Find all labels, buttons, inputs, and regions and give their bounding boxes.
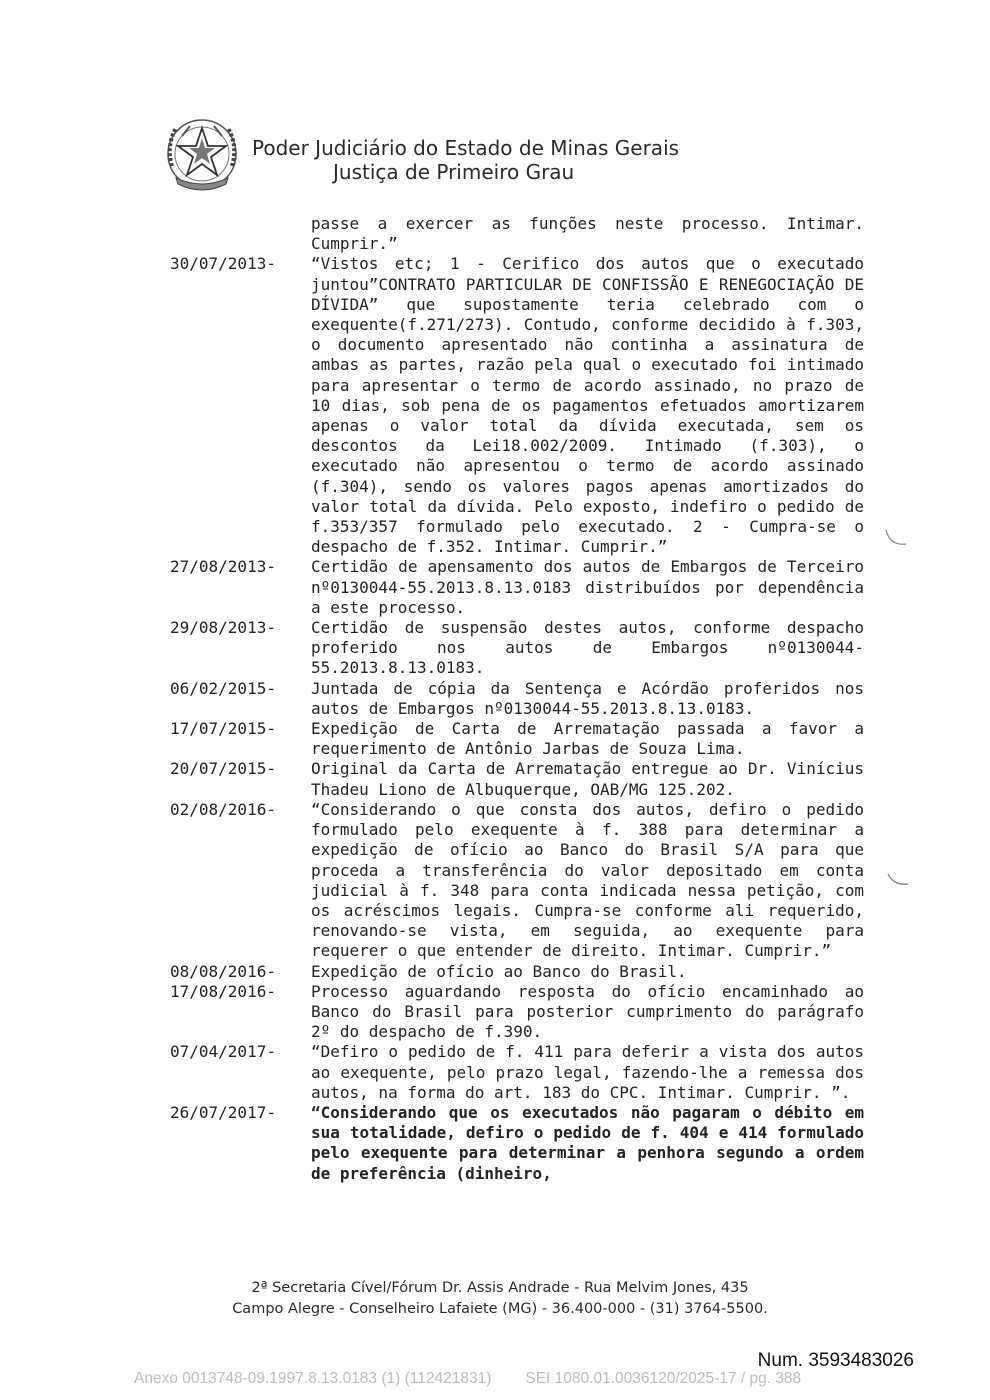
letterhead (160, 116, 760, 196)
docket-entry (170, 759, 870, 799)
entry-date: 26/07/2017- (170, 1102, 276, 1122)
page-footer (160, 1278, 840, 1320)
entry-text: Certidão de suspensão destes autos, conforme despacho proferido nos autos de Embargos nº0130044-55.2013.8.13.0183. (311, 618, 864, 678)
docket-entry (170, 719, 870, 759)
entry-date: 17/08/2016- (170, 981, 276, 1001)
entry-date: 08/08/2016- (170, 961, 276, 981)
entry-date: 06/02/2015- (170, 678, 276, 698)
entry-date: 17/07/2015- (170, 719, 276, 739)
docket-entry (170, 254, 870, 557)
document-number: Num. 3593483026 (757, 1350, 914, 1371)
court-division: Justiça de Primeiro Grau (333, 160, 575, 184)
docket-entry (170, 982, 870, 1043)
docket-entry (170, 679, 870, 719)
annex-reference: Anexo 0013748-09.1997.8.13.0183 (1) (112421831) (134, 1370, 492, 1387)
entry-text: passe a exercer as funções neste processo. Intimar. Cumprir.” (311, 214, 864, 254)
entry-text: “Defiro o pedido de f. 411 para deferir a vista dos autos ao exequente, pelo prazo legal, fazendo-lhe a remessa dos autos, na forma do art. 183 do CPC. Intimar. Cumprir. ”. (311, 1042, 864, 1102)
docket-entry (170, 557, 870, 618)
footer-address-line1: 2ª Secretaria Cível/Fórum Dr. Assis Andrade - Rua Melvim Jones, 435 (251, 1280, 749, 1296)
entry-text: Juntada de cópia da Sentença e Acórdão proferidos nos autos de Embargos nº0130044-55.2013.8.13.0183. (311, 678, 864, 718)
court-name: Poder Judiciário do Estado de Minas Gerais (252, 136, 680, 160)
entry-text: “Considerando que os executados não pagaram o débito em sua totalidade, defiro o pedido de f. 404 e 414 formulado pelo exequente para determinar a penhora segundo a ordem de preferência (dinheiro, (311, 1102, 864, 1183)
entry-text: Expedição de ofício ao Banco do Brasil. (311, 961, 687, 981)
entry-text: “Considerando o que consta dos autos, defiro o pedido formulado pelo exequente à f. 388 para determinar a expedição de ofício ao Banco do Brasil S/A para que proceda a transferência do valor depositado em conta judicial à f. 348 para conta indicada nessa petição, com os acréscimos legais. Cumpra-se conforme ali requerido, renovando-se vista, em seguida, ao exequente para requerer o que entender de direito. Intimar. Cumprir.” (311, 799, 864, 961)
docket-entry (170, 1042, 870, 1103)
docket-entry (170, 1103, 870, 1184)
annex-stamp (134, 1370, 801, 1388)
entry-date: 29/08/2013- (170, 618, 276, 638)
docket-entry (170, 962, 870, 982)
entry-date: 30/07/2013- (170, 254, 276, 274)
docket-entries (170, 214, 870, 1184)
sei-reference: SEI 1080.01.0036120/2025-17 / pg. 388 (525, 1370, 802, 1387)
entry-date: 07/04/2017- (170, 1042, 276, 1062)
entry-text: Expedição de Carta de Arrematação passada a favor a requerimento de Antônio Jarbas de Souza Lima. (311, 719, 864, 759)
margin-check-mark (886, 872, 912, 890)
entry-date: 02/08/2016- (170, 799, 276, 819)
docket-entry (170, 800, 870, 962)
entry-text: Original da Carta de Arrematação entregue ao Dr. Vinícius Thadeu Liono de Albuquerque, OAB/MG 125.202. (311, 759, 864, 799)
margin-check-mark (884, 528, 910, 550)
entry-text: Certidão de apensamento dos autos de Embargos de Terceiro nº0130044-55.2013.8.13.0183 distribuídos por dependência a este processo. (311, 557, 864, 617)
docket-entry (170, 214, 870, 254)
footer-address-line2: Campo Alegre - Conselheiro Lafaiete (MG) - 36.400-000 - (31) 3764-5500. (232, 1301, 768, 1317)
entry-date: 20/07/2015- (170, 759, 276, 779)
entry-text: “Vistos etc; 1 - Cerifico dos autos que o executado juntou”CONTRATO PARTICULAR DE CONFISSÃO E RENEGOCIAÇÃO DE DÍVIDA” que supostamente teria celebrado com o exequente(f.271/273). Contudo, conforme decidido à f.303, o documento apresentado não continha a assinatura de ambas as partes, razão pela qual o executado foi intimado para apresentar o termo de acordo assinado, no prazo de 10 dias, sob pena de os pagamentos efetuados amortizarem apenas o valor total da dívida executada, sem os descontos da Lei18.002/2009. Intimado (f.303), o executado não apresentou o termo de acordo assinado (f.304), sendo os valores pagos apenas amortizados do valor total da dívida. Pelo exposto, indefiro o pedido de f.353/357 formulado pelo executado. 2 - Cumpra-se o despacho de f.352. Intimar. Cumprir.” (311, 254, 864, 557)
coat-of-arms-icon (160, 116, 244, 196)
entry-text: Processo aguardando resposta do ofício encaminhado ao Banco do Brasil para posterior cumprimento do parágrafo 2º do despacho de f.390. (311, 981, 864, 1042)
docket-entry (170, 618, 870, 679)
entry-date: 27/08/2013- (170, 557, 276, 577)
entry-date (170, 214, 311, 254)
